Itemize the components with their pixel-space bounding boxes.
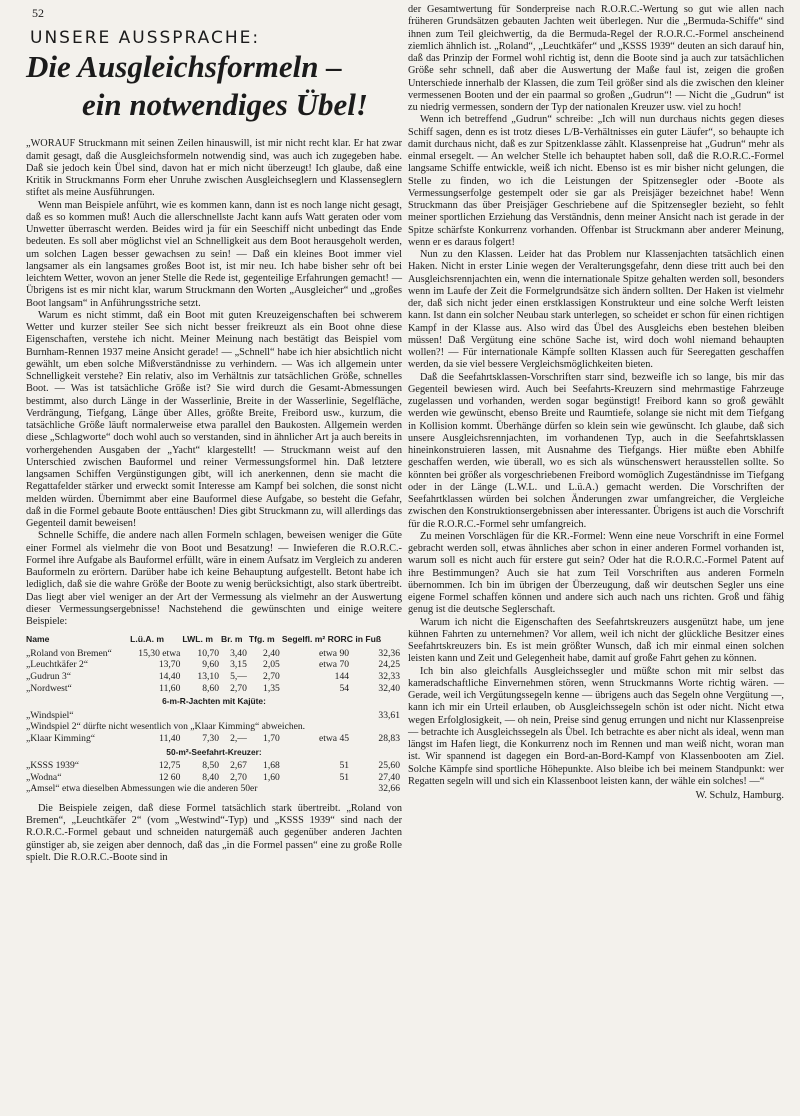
cell-lwl: 8,40 [202, 771, 220, 783]
right-column [408, 4, 784, 802]
paragraph: Schnelle Schiffe, die andere nach allen Formeln schlagen, beweisen weniger die Güte einer Formel als vielmehr die von Boot und Besatzung! — Inwieferen die R.O.R.C.-Formel ihre Aufgabe als Bauformel erfüllt, wäre in einem Aufsatz im Vergleich zu anderen Bauformeln zu erörtern. Darüber habe ich keine Behauptung aufgestellt. Betont habe ich lediglich, daß sie die wahre Größe der Boote zu wenig berücksichtigt, also stark übertreibt. Das liegt aber viel weniger an der Art der Vermessung als vielmehr an der Auswertung dieser Vermessungsergebnisse! Nachstehend die gewünschten und einige weitere Beispiele: [26, 530, 402, 627]
cell-lua: 14,40 [158, 671, 181, 683]
cell-segel: 51 [339, 760, 350, 772]
cell-tfg: 2,70 [263, 671, 280, 683]
table-row [26, 710, 402, 722]
paragraph: der Gesamtwertung für Sonderpreise nach R.O.R.C.-Wertung so gut wie allen nach früheren Grundsätzen gebauten Jachten weit überlegen. Nur die „Bermuda-Schiffe“ sind ihnen zum Teil gleichwertig, da die Bermuda-Regel der R.O.R.C.-Formel anscheinend ziemlich ähnlich ist. „Roland“, „Leuchtkäfer“ und „KSSS 1939“ deuten an sich darauf hin, daß das Prinzip der Formel wohl richtig ist, denn die Boote sind ja auch zur tatsächlichen Größe sehr schnell, daß aber die Auswertung der Maße faul ist, zeigen die großen Unterschiede innerhalb der Klassen, die zum Teil größer sind als die zwischen den kleiner vermessenen Booten und der ein paarmal so großen „Gudrun“! — Nicht die „Gudrun“ ist zu niedrig vermessen, sondern der Typ der nationalen Kreuzer usw. viel zu hoch! [408, 4, 784, 113]
column-header: L.ü.A. m [130, 634, 165, 645]
article-title-line2: ein notwendiges Übel! [82, 87, 368, 123]
cell-tfg: 1,68 [263, 760, 280, 772]
cell-br: 3,40 [230, 647, 247, 659]
cell-tfg: 1,60 [263, 771, 280, 783]
cell-tfg: 1,70 [263, 733, 280, 744]
cell-name: „KSSS 1939“ [26, 760, 80, 772]
yacht-comparison-table [26, 634, 402, 795]
cell-name: „Windspiel“ [26, 709, 74, 721]
cell-rorc: 32,66 [378, 783, 400, 795]
table-row [26, 659, 402, 671]
cell-name: „Leuchtkäfer 2“ [26, 659, 89, 671]
cell-lwl: 7,30 [202, 733, 220, 744]
cell-lwl: 10,70 [197, 647, 220, 659]
cell-br: 2,67 [230, 760, 247, 772]
cell-br: 2,70 [230, 682, 247, 694]
cell-name: „Roland von Bremen“ [26, 647, 112, 659]
table-section-row [26, 694, 402, 710]
table-row [26, 760, 402, 772]
author-signature: W. Schulz, Hamburg. [695, 790, 784, 801]
cell-lwl: 8,50 [202, 760, 220, 772]
cell-rorc: 32,36 [378, 647, 400, 659]
cell-segel: 54 [339, 682, 350, 694]
cell-name: „Klaar Kimming“ [26, 733, 95, 744]
cell-name: „Wodna“ [26, 771, 62, 783]
cell-lwl: 8,60 [202, 682, 220, 694]
cell-br: 5,— [230, 671, 247, 683]
cell-rorc: 33,61 [378, 709, 400, 721]
column-header: Tfg. m [248, 634, 275, 645]
cell-segel: 51 [339, 771, 350, 783]
column-header: LWL. m [182, 634, 213, 645]
article-title-line1: Die Ausgleichsformeln – [26, 49, 342, 85]
cell-br: 2,70 [230, 771, 247, 783]
table-row [26, 721, 402, 733]
column-header: Br. m [221, 634, 243, 645]
cell-lwl: 9,60 [202, 659, 220, 671]
cell-segel: etwa 70 [318, 659, 350, 671]
cell-br: 2,— [230, 733, 247, 744]
paragraph: Warum ich nicht die Eigenschaften des Seefahrtskreuzers ausgenützt habe, um jene kühnen Fahrten zu unternehmen? Vor allem, weil ich nicht der glückliche Besitzer eines Seefahrtskreuzers bin. Es ist mein größter Wunsch, daß ich mir einmal einen solchen leisten kann und Zeit und Gelegenheit habe, damit auf große Fahrt gehen zu können. [408, 616, 784, 665]
cell-rorc: 32,33 [378, 671, 400, 683]
table-row [26, 733, 402, 745]
paragraph: Nun zu den Klassen. Leider hat das Problem nur Klassenjachten tatsächlich einen Haken. Nicht in erster Linie wegen der Veralterungsgefahr, denn diese tritt auch bei den Ausgleichsrennjachten ein, wenn die internationale Spitze gehalten werden soll, besonders wenn im Laufe der Zeit die Formelgrundsätze sich ändern sollten. Der Haken ist vielmehr der, daß sich nicht jeder einen erstklassigen Konstrukteur und eine solche Werft leisten kann. Ist dann ein solcher Neubau stark unterlegen, so scheidet er schon für einen richtigen Kampf in der Klasse aus. Also wird das Übel des Ausgleichs eben bestehen bleiben müssen! Daß Vergütung eine schöne Sache ist, wird doch wohl niemand behaupten wollen?! — Für internationale Kämpfe sollten Klassen auch für Seeregatten geschaffen werden, da sie viel bessere Vergleichsmöglichkeiten bieten. [408, 249, 784, 371]
table-row [26, 772, 402, 784]
cell-rorc: 28,83 [378, 733, 400, 744]
cell-br: 3,15 [230, 659, 247, 671]
column-header: Segelfl. m² RORC in Fuß [281, 634, 382, 645]
table-note: „Windspiel 2“ dürfte nicht wesentlich von „Klaar Kimming“ abweichen. [26, 721, 306, 733]
cell-segel: etwa 90 [318, 647, 350, 659]
cell-lua: 13,70 [158, 659, 181, 671]
page-number: 52 [32, 6, 44, 20]
cell-name: „Nordwest“ [26, 682, 72, 694]
cell-segel: 144 [334, 671, 350, 683]
cell-tfg: 1,35 [263, 682, 280, 694]
cell-lwl: 13,10 [197, 671, 220, 683]
cell-rorc: 25,60 [378, 760, 400, 772]
paragraph: Zu meinen Vorschlägen für die KR.-Formel: Wenn eine neue Vorschrift in eine Formel gebracht werden soll, etwas ähnliches aber schon in einer anderen Formel vorhanden ist, warum soll es nicht auch für erstere gut sein? Oder hat die R.O.R.C.-Formel Patent auf ihre Bestimmungen? Auch sie hat zum Teil Vorschriften aus anderen Formeln übernommen. Ich bin im übrigen der Überzeugung, daß wir deutschen Segler uns eine eigene Formel schaffen können und andere sich auch nach uns richten. Groß und fähig genug ist die deutsche Seglerschaft. [408, 530, 784, 616]
paragraph: Wenn ich betreffend „Gudrun“ schreibe: „Ich will nun durchaus nichts gegen dieses Schiff sagen, denn es ist trotz dieses L/B-Verhältnisses ein guter Läufer“, so behaupte ich damit durchaus nicht, daß es zur Spitzenklasse zählt. Klassenpreise hat „Gudrun“ mehr als einmal ersegelt. — An welcher Stelle ich behauptet haben soll, daß die R.O.R.C.-Formel langsame Schiffe entwickle, weiß ich nicht. Ebenso ist es mir bisher nicht gelungen, die Stelle zu finden, wo ich die Leistungen der Spitzensegler oder -Boote als Vermessungserfolge gestempelt oder sie gar als Preisjäger bezeichnet habe! Wenn Struckmann das über Preisjäger Geschriebene auf die Spitzensegler bezieht, so fehlt meiner sportlichen Erziehung das Verständnis, denn meiner Ansicht nach ist gerade in der Spitze schärfste Konkurrenz vorhanden. Offenbar ist Struckmann aber anderer Meinung, wenn er es daraus folgert! [408, 114, 784, 248]
paragraph: Wenn man Beispiele anführt, wie es kommen kann, dann ist es noch lange nicht gesagt, daß es so kommen muß! Auch die allerschnellste Jacht kann aufs Watt geraten oder vom Unwetter überrascht werden. Beides wird ja für ein Seeschiff nicht unbedingt das Ende bedeuten. Es soll aber möglichst viel an Schnelligkeit aus dem Boot herausgeholt werden, um solchen Lagen besser gewachsen zu sein! — Daß ein kleines Boot immer viel langsamer als ein langsames großes Boot ist, ist mir neu. Ich habe bisher sehr oft bei leichtem Wetter, wovon an jener Stelle die Rede ist, gegenteilige Erfahrungen gemacht! — Übrigens ist es mir nicht klar, warum Struckmann den Worten „Ausgleicher“ und „großes Boot langsam“ in Anführungsstriche setzt. [26, 199, 402, 309]
cell-rorc: 32,40 [378, 682, 400, 694]
paragraph: „WORAUF Struckmann mit seinen Zeilen hinauswill, ist mir nicht recht klar. Er hat zwar damit gesagt, daß die Ausgleichsformeln notwendig sind, was auch ich zugegeben habe. Daß sie jedoch kein Übel sind, davon hat er mich nicht überzeugt! Ich glaube, daß eine Kritik in Struckmanns Form eher Unruhe zwischen Ausgleichseglern und Klassenseglern stiftet als meine Ausführungen. [26, 138, 402, 199]
cell-tfg: 2,40 [263, 647, 280, 659]
table-note: „Amsel“ etwa dieselben Abmessungen wie die anderen 50er [26, 783, 258, 795]
cell-lua: 15,30 etwa [138, 647, 181, 659]
cell-rorc: 24,25 [378, 659, 400, 671]
cell-lua: 12 60 [158, 771, 181, 783]
cell-lua: 11,60 [159, 682, 181, 694]
paragraph: Ich bin also gleichfalls Ausgleichssegler und müßte schon mit mir selbst das kameradschaftliche Einvernehmen stören, wenn Struckmanns Worte richtig wären. — Gerade, weil ich Vergütungssegeln kenne — übrigens auch das Segeln ohne Vergütung —, kann ich mir ein Urteil erlauben, ob Ausgleichssegeln schön ist oder nicht. Nicht etwa wegen Erfolglosigkeit, — oh nein, Preise sind genug errungen und nicht nur Klassenpreise — betrachte ich Ausgleichssegeln als Übel. Ich betrachte es aber nicht als ideal, wenn man längst im Hafen liegt, die Konkurrenz noch im Rennen und man weiß nicht, woran man ist. Wir spannend ist dagegen ein Bord-an-Bord-Kampf von Klassenbooten am Ziel. Solche Kämpfe sind sportliche Höhepunkte. Also bleibe ich bei meinem Standpunkt: wer Regatten segeln will und sich ein Klassenboot leisten kann, der wähle ein solches! —“ [408, 665, 784, 787]
cell-lua: 11,40 [159, 733, 181, 744]
cell-tfg: 2,05 [263, 659, 280, 671]
table-section-row [26, 745, 402, 761]
section-kicker: UNSERE AUSSPRACHE: [30, 28, 261, 48]
table-row [26, 783, 402, 795]
table-row [26, 683, 402, 695]
section-heading-6mR: 6-m-R-Jachten mit Kajüte: [162, 696, 266, 707]
table-header-row [26, 634, 402, 648]
column-header: Name [26, 634, 50, 645]
section-heading-kreuzer: 50-m²-Seefahrt-Kreuzer: [166, 746, 262, 757]
paragraph: Daß die Seefahrtsklassen-Vorschriften starr sind, bezweifle ich so lange, bis mir das Gegenteil bewiesen wird. Auch bei Seefahrts-Kreuzern sind mehrmastige Fahrzeuge zugelassen und vorhanden, werden sogar begünstigt! Freibord kann so groß gewählt werden wie gewünscht, ebenso Breite und Raumtiefe, solange sie nicht mit dem Tiefgang in Kollision kommt. Überhänge dürfen so klein sein wie gewünscht. Ich glaube, daß sich unsere Ausgleichsrennjachten, im vorhandenen Typ, auch in die Seefahrtsklassen hineinkonstruieren lassen, mit Ausnahme des Tiefgangs. Hier müßte eben Abhilfe geschaffen werden, wie überall, wo es sich als wünschenswert herausstellen sollte. So könnten bei größer als vorgeschriebenen Freibord womöglich Zugeständnisse im Tiefgang oder in der Länge (L.W.L. und L.ü.A.) gemacht werden. Die Vorschriften der Seefahrtklassen würden bei solchen Änderungen zwar umfangreicher, die Vergleiche zwischen den Konstruktionsergebnissen aber interessanter. Übrigens ist auch die Vorschrift für die R.O.R.C.-Formel sehr umfangreich. [408, 371, 784, 530]
cell-name: „Gudrun 3“ [26, 671, 72, 683]
paragraph: Warum es nicht stimmt, daß ein Boot mit guten Kreuzeigenschaften bei schwerem Wetter und kurzer steiler See sich nicht besser freikreuzt als ein Boot ohne diese Eigenschaften, verstehe ich nicht. Meiner Meinung nach bestätigt das Beispiel vom Burnham-Rennen 1937 meine Ansicht gerade! — „Schnell“ habe ich hier absichtlich nicht gewählt, um eben solche Mißverständnisse zu verhindern. — Was ich allgemein unter Schnelligkeit verstehe? Ein relativ, also im Verhältnis zur tatsächlichen Größe, schnelles Boot. — Was ist tatsächliche Größe ist? Sie wird durch die Gesamt-Abmessungen bestimmt, also durch Länge in der Wasserlinie, Breite in der Wasserlinie, Segelfläche, Verdrängung, Tiefgang, Länge über Alles, größte Breite, Freibord usw., kurzum, die tatsächliche Größe läuft normalerweise etwa parallel den Baukosten. Allgemein werden diese „Schlagworte“ doch wohl auch so verstanden, sind in ähnlicher Art ja auch bereits in vorhergehenden Ausgaben der „Yacht“ klargestellt! — Struckmann weist auf den Unterschied zwischen Bauformel und reiner Vermessungsformel hin. Daß letztere langsamen Schiffen Vergünstigungen gibt, will ich anerkennen, denn sie macht die Regattafelder stärker und erweckt somit Interesse am Kampf bei solchen, die sonst nicht melden würden. Übernimmt aber eine Bauformel diese Aufgabe, so besteht die Gefahr, daß in die Formel gebaute Boote enttäuschen! Dies gibt Struckmann zu, will allerdings das Gegenteil damit beweisen! [26, 309, 402, 529]
cell-lua: 12,75 [158, 760, 181, 772]
table-row [26, 648, 402, 660]
cell-rorc: 27,40 [378, 771, 400, 783]
cell-segel: etwa 45 [318, 733, 350, 744]
paragraph: Die Beispiele zeigen, daß diese Formel tatsächlich stark übertreibt. „Roland von Bremen“, „Leuchtkäfer 2“ (vom „Westwind“-Typ) und „KSSS 1939“ sind nach der R.O.R.C.-Formel gebaut und schneiden naturgemäß auch gegenüber anderen Jachten günstiger ab, sie zeigen aber dennoch, daß das „in die Formel passen“ eine zu große Rolle spielt. Die R.O.R.C.-Boote sind in [26, 802, 402, 863]
left-column [26, 18, 402, 864]
table-row [26, 671, 402, 683]
